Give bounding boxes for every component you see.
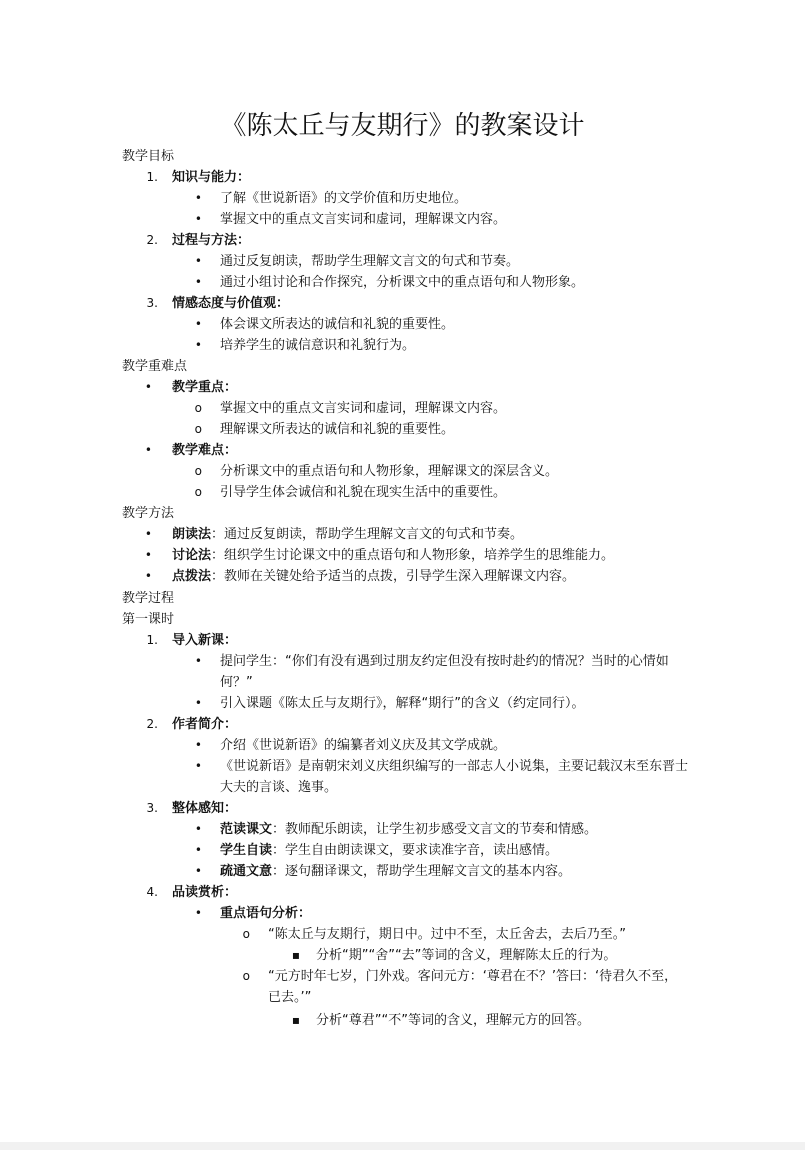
- circle-marker: o: [194, 401, 202, 415]
- square-marker: ▪: [291, 1013, 300, 1027]
- bullet-marker: •: [194, 191, 202, 205]
- bullet-marker: •: [194, 275, 202, 289]
- bullet-marker: •: [194, 212, 202, 226]
- list-item: 分析课文中的重点语句和人物形象，理解课文的深层含义。: [220, 464, 559, 479]
- quote-note: 分析“期”“舍”“去”等词的含义，理解陈太丘的行为。: [316, 948, 617, 963]
- key-points-label: 教学重点：: [172, 380, 238, 395]
- quote-text: “陈太丘与友期行，期日中。过中不至，太丘舍去，去后乃至。”: [268, 927, 626, 942]
- bullet-marker: •: [194, 906, 202, 920]
- bullet-marker: •: [194, 254, 202, 268]
- goal-label-knowledge: 知识与能力：: [172, 170, 251, 185]
- list-item: 引导学生体会诚信和礼貌在现实生活中的重要性。: [220, 485, 507, 500]
- item-text: ：教师配乐朗读，让学生初步感受文言文的节奏和情感。: [272, 822, 598, 837]
- bullet-marker: •: [194, 843, 202, 857]
- method-text: ：教师在关键处给予适当的点拨，引导学生深入理解课文内容。: [211, 569, 576, 584]
- list-item: 引入课题《陈太丘与友期行》，解释“期行”的含义（约定同行）。: [220, 696, 585, 711]
- list-item: 理解课文所表达的诚信和礼貌的重要性。: [220, 422, 455, 437]
- bullet-marker: •: [194, 864, 202, 878]
- bullet-marker: •: [194, 696, 202, 710]
- list-item: 通过小组讨论和合作探究，分析课文中的重点语句和人物形象。: [220, 275, 585, 290]
- bullet-marker: •: [144, 527, 152, 541]
- section-heading-process: 教学过程: [122, 591, 175, 606]
- list-number: 4.: [146, 885, 158, 899]
- page-bottom-edge: [0, 1142, 805, 1150]
- circle-marker: o: [194, 485, 202, 499]
- bullet-marker: •: [194, 654, 202, 668]
- list-item: 了解《世说新语》的文学价值和历史地位。: [220, 191, 468, 206]
- list-item: [220, 819, 597, 840]
- circle-marker: o: [194, 464, 202, 478]
- circle-marker: o: [242, 969, 250, 983]
- list-item: [220, 840, 558, 861]
- section-heading-methods: 教学方法: [122, 506, 175, 521]
- list-item: 体会课文所表达的诚信和礼貌的重要性。: [220, 317, 455, 332]
- bullet-marker: •: [194, 822, 202, 836]
- step-label-author: 作者简介：: [172, 717, 238, 732]
- step-label-perception: 整体感知：: [172, 801, 238, 816]
- list-number: 1.: [146, 170, 158, 184]
- list-item: 通过反复朗读，帮助学生理解文言文的句式和节奏。: [220, 254, 520, 269]
- list-number: 1.: [146, 633, 158, 647]
- list-item: 《世说新语》是南朝宋刘义庆组织编写的一部志人小说集，主要记载汉末至东晋士大夫的言谈、逸事。: [220, 759, 689, 795]
- item-label: 学生自读: [220, 843, 273, 858]
- quote-note: 分析“尊君”“不”等词的含义，理解元方的回答。: [316, 1013, 590, 1028]
- method-label: 点拨法: [172, 569, 212, 584]
- item-label: 范读课文: [220, 822, 273, 837]
- list-number: 2.: [146, 233, 158, 247]
- method-item: [172, 545, 614, 566]
- bullet-marker: •: [144, 569, 152, 583]
- goal-label-attitude: 情感态度与价值观：: [172, 296, 290, 311]
- list-number: 3.: [146, 296, 158, 310]
- bullet-marker: •: [194, 759, 202, 773]
- circle-marker: o: [242, 927, 250, 941]
- item-label: 疏通文意: [220, 864, 273, 879]
- bullet-marker: •: [144, 548, 152, 562]
- circle-marker: o: [194, 422, 202, 436]
- step-label-intro: 导入新课：: [172, 633, 238, 648]
- method-item: [172, 566, 575, 587]
- method-text: ：通过反复朗读，帮助学生理解文言文的句式和节奏。: [211, 527, 524, 542]
- method-text: ：组织学生讨论课文中的重点语句和人物形象，培养学生的思维能力。: [211, 548, 615, 563]
- method-item: [172, 524, 523, 545]
- document-title: 《陈太丘与友期行》的教案设计: [220, 111, 585, 141]
- list-item: 掌握文中的重点文言实词和虚词，理解课文内容。: [220, 212, 507, 227]
- item-text: ：逐句翻译课文，帮助学生理解文言文的基本内容。: [272, 864, 572, 879]
- list-number: 2.: [146, 717, 158, 731]
- list-item: 培养学生的诚信意识和礼貌行为。: [220, 338, 416, 353]
- item-text: ：学生自由朗读课文，要求读准字音，读出感情。: [272, 843, 559, 858]
- step-label-appreciation: 品读赏析：: [172, 885, 238, 900]
- list-item: [220, 861, 571, 882]
- bullet-marker: •: [194, 738, 202, 752]
- bullet-marker: •: [194, 317, 202, 331]
- bullet-marker: •: [194, 338, 202, 352]
- section-heading-difficulties: 教学重难点: [122, 359, 188, 374]
- list-item: 掌握文中的重点文言实词和虚词，理解课文内容。: [220, 401, 507, 416]
- sub-label-key-sentences: 重点语句分析：: [220, 906, 312, 921]
- session-heading: 第一课时: [122, 612, 175, 627]
- list-number: 3.: [146, 801, 158, 815]
- method-label: 朗读法: [172, 527, 212, 542]
- bullet-marker: •: [144, 380, 152, 394]
- section-heading-goals: 教学目标: [122, 149, 175, 164]
- list-item: 介绍《世说新语》的编纂者刘义庆及其文学成就。: [220, 738, 507, 753]
- list-item: 提问学生：“你们有没有遇到过朋友约定但没有按时赴约的情况？当时的心情如何？”: [220, 654, 669, 690]
- difficult-points-label: 教学难点：: [172, 443, 238, 458]
- quote-text: “元方时年七岁，门外戏。客问元方：‘尊君在不？’答曰：‘待君久不至，已去。’”: [268, 969, 678, 1005]
- method-label: 讨论法: [172, 548, 212, 563]
- square-marker: ▪: [291, 948, 300, 962]
- goal-label-process: 过程与方法：: [172, 233, 251, 248]
- bullet-marker: •: [144, 443, 152, 457]
